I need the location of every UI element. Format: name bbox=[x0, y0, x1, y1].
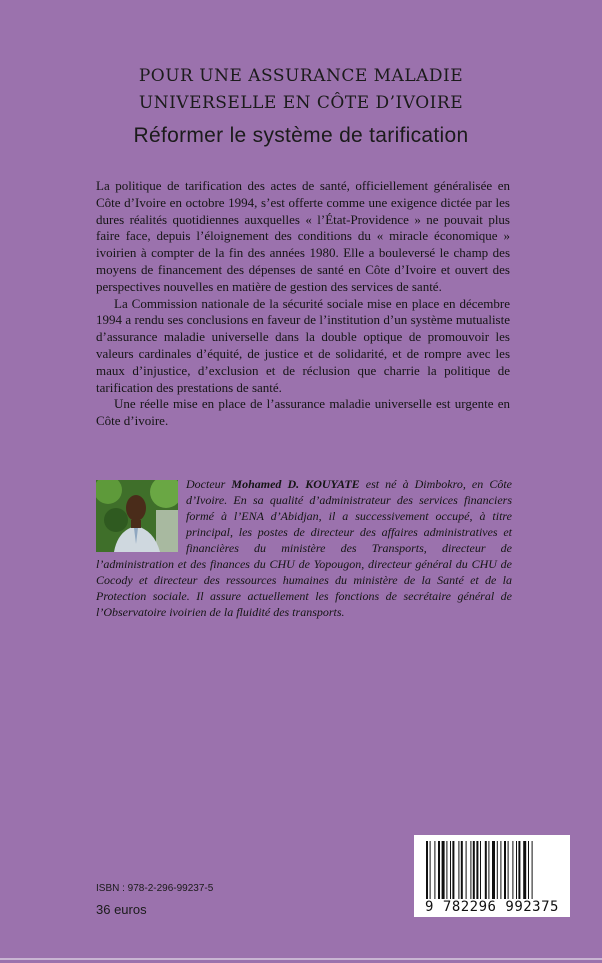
barcode-bar bbox=[485, 841, 487, 899]
author-bio bbox=[96, 476, 512, 620]
synopsis bbox=[96, 178, 510, 430]
barcode-bar bbox=[442, 841, 445, 899]
synopsis-paragraph-1: La politique de tarification des actes de santé, officiellement généralisée en Côte d’Ivoire en octobre 1994, s’est offerte comme une exigence dictée par les dures réalités quotidiennes auxquelles « l’État-Providence » ne pouvait plus faire face, depuis l’éloignement des conditions du « miracle économique » ivoirien à compter de la fin des années 1980. Elle a bouleversé le champ des moyens de financement des dépenses de santé en Côte d’Ivoire et ouvert des perspectives nouvelles en matière de gestion des services de santé. bbox=[96, 178, 510, 294]
barcode-bar bbox=[480, 841, 481, 899]
synopsis-paragraph-2: La Commission nationale de la sécurité sociale mise en place en décembre 1994 a rendu ses conclusions en faveur de l’institution d’un système mutualiste d’assurance maladie universelle dans la double optique de promouvoir les valeurs cardinales d’équité, de justice et de solidarité, et de rompre avec les maux d’injustice, d’exclusion et de réclusion que charrie la politique de tarification des prestations de santé. bbox=[96, 295, 510, 395]
barcode-bar bbox=[518, 841, 520, 899]
barcode-bar bbox=[508, 841, 509, 899]
barcode bbox=[414, 835, 570, 917]
synopsis-paragraph-3: Une réelle mise en place de l’assurance maladie universelle est urgente en Côte d’ivoire. bbox=[96, 396, 510, 429]
author-name: Mohamed D. KOUYATE bbox=[231, 477, 360, 491]
bio-text: est né à Dimbokro, en Côte d’Ivoire. En sa qualité d’administrateur des services financiers formé à l’ENA d’Abidjan, il a successivement occupé, à titre principal, les postes de directeur des affaires administratives et financières du ministère des Transports, directeur de l’administration et des finances du CHU de Yopougon, directeur général du CHU de Cocody et directeur des ressources humaines du ministère de la Santé et de la Protection sociale. Il assure actuellement les fonctions de secrétaire général de l’Observatoire ivoirien de la fluidité des transports. bbox=[96, 477, 512, 619]
barcode-bar bbox=[512, 841, 513, 899]
barcode-bar bbox=[476, 841, 478, 899]
barcode-bar bbox=[458, 841, 459, 899]
price: 36 euros bbox=[96, 902, 147, 917]
barcode-bar bbox=[461, 841, 463, 899]
barcode-bar bbox=[504, 841, 506, 899]
author-photo bbox=[96, 480, 178, 552]
bottom-edge-line bbox=[0, 958, 602, 960]
barcode-bar bbox=[450, 841, 451, 899]
barcode-bar bbox=[532, 841, 533, 899]
barcode-bar bbox=[452, 841, 454, 899]
subtitle: Réformer le système de tarification bbox=[133, 124, 469, 147]
barcode-bar bbox=[492, 841, 495, 899]
barcode-bar bbox=[473, 841, 475, 899]
title-line-2: UNIVERSELLE EN CÔTE D’IVOIRE bbox=[138, 93, 464, 113]
title-line-1: POUR UNE ASSURANCE MALADIE bbox=[138, 66, 464, 86]
barcode-bar bbox=[426, 841, 428, 899]
barcode-bar bbox=[466, 841, 467, 899]
barcode-bar bbox=[430, 841, 431, 899]
barcode-digits: 9 782296 992375 bbox=[425, 899, 559, 915]
barcode-bar bbox=[528, 841, 529, 899]
barcode-bar bbox=[497, 841, 498, 899]
barcode-bar bbox=[488, 841, 489, 899]
barcode-bar bbox=[500, 841, 501, 899]
barcode-bars bbox=[426, 841, 564, 899]
barcode-bar bbox=[470, 841, 471, 899]
barcode-bar bbox=[516, 841, 517, 899]
isbn: ISBN : 978-2-296-99237-5 bbox=[96, 883, 214, 894]
barcode-bar bbox=[434, 841, 435, 899]
barcode-bar bbox=[523, 841, 526, 899]
barcode-bar bbox=[446, 841, 447, 899]
barcode-bar bbox=[438, 841, 440, 899]
bio-prefix: Docteur bbox=[186, 477, 232, 491]
